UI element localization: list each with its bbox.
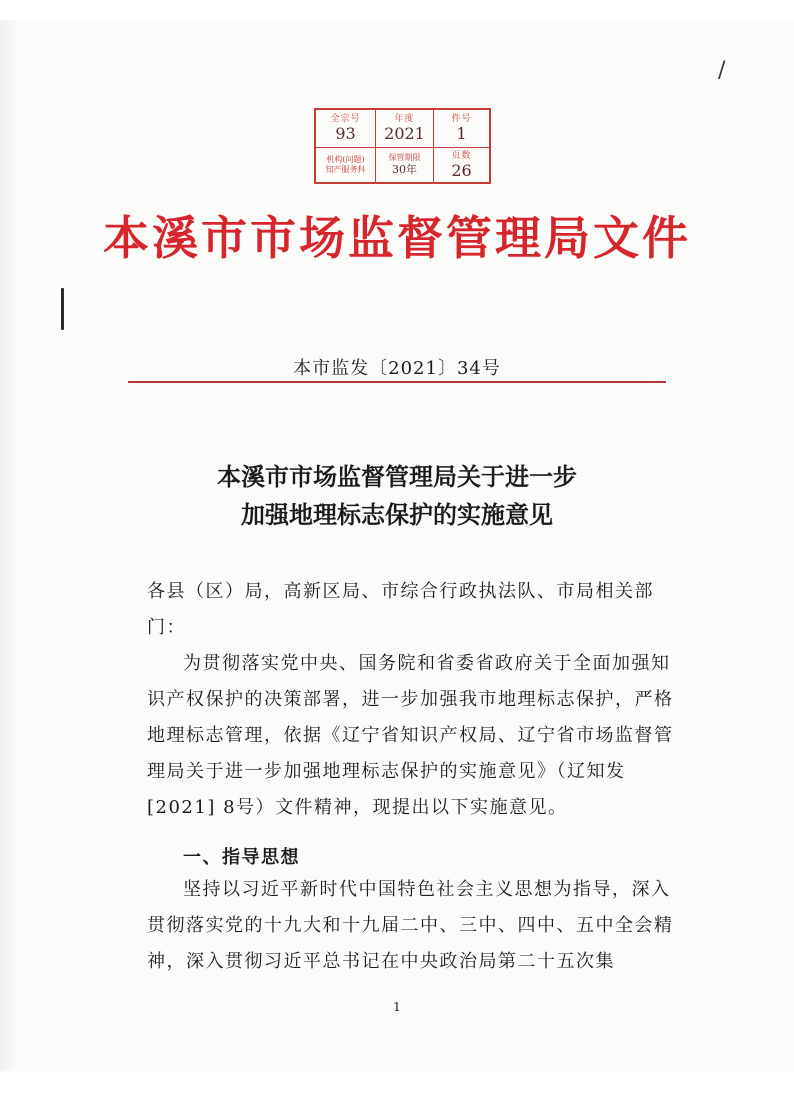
stamp-value-item: 1 [456, 124, 467, 143]
stamp-label-org: 机构(问题) [326, 155, 365, 164]
stamp-value-year: 2021 [384, 124, 425, 143]
binding-margin-mark [61, 288, 64, 330]
body-paragraph-1: 为贯彻落实党中央、国务院和省委省政府关于全面加强知识产权保护的决策部署，进一步加强我市地理标志保护，严格地理标志管理，依据《辽宁省知识产权局、辽宁省市场监督管理局关于进一步加强地理标志保护的实施意见》（辽知发[2021] 8号）文件精神，现提出以下实施意见。 [147, 653, 674, 818]
archive-stamp [314, 108, 491, 184]
scan-top-edge [0, 0, 794, 20]
scan-left-shade [0, 20, 18, 1070]
stamp-cell-retention [376, 148, 434, 182]
stamp-value-quanzonghao: 93 [335, 124, 356, 143]
stamp-cell-pages [434, 148, 489, 182]
body-paragraph-2: 坚持以习近平新时代中国特色社会主义思想为指导，深入贯彻落实党的十九大和十九届二中、三中、四中、五中全会精神，深入贯彻习近平总书记在中央政治局第二十五次集 [147, 879, 674, 972]
stamp-label-item: 件号 [451, 114, 472, 124]
page-number: 1 [393, 1000, 401, 1014]
stamp-value-pages: 26 [451, 160, 472, 180]
header-red-rule [128, 381, 666, 383]
stamp-label-retention: 保管期限 [388, 153, 421, 162]
scan-bottom-edge [0, 1072, 794, 1108]
stamp-cell-org [316, 148, 376, 182]
stamp-label-quanzonghao: 全宗号 [330, 114, 361, 124]
stamp-label-year: 年度 [394, 114, 415, 124]
stamp-cell-item [434, 110, 489, 148]
title-line-1: 本溪市市场监督管理局关于进一步 [217, 462, 577, 491]
stamp-cell-year [376, 110, 434, 148]
document-title [100, 458, 694, 534]
title-line-2: 加强地理标志保护的实施意见 [241, 500, 553, 529]
organization-header: 本溪市市场监督管理局文件 [103, 211, 691, 265]
stamp-value-retention: 30年 [392, 163, 417, 176]
salutation: 各县（区）局，高新区局、市综合行政执法队、市局相关部门： [147, 581, 654, 638]
stamp-label-pages: 页数 [451, 150, 472, 161]
stamp-value-org: 知产服务科 [325, 165, 366, 174]
corner-page-mark: / [718, 58, 726, 83]
section-heading-1: 一、指导思想 [183, 847, 300, 868]
document-number: 本市监发〔2021〕34号 [293, 358, 501, 379]
stamp-cell-quanzonghao [316, 110, 376, 148]
